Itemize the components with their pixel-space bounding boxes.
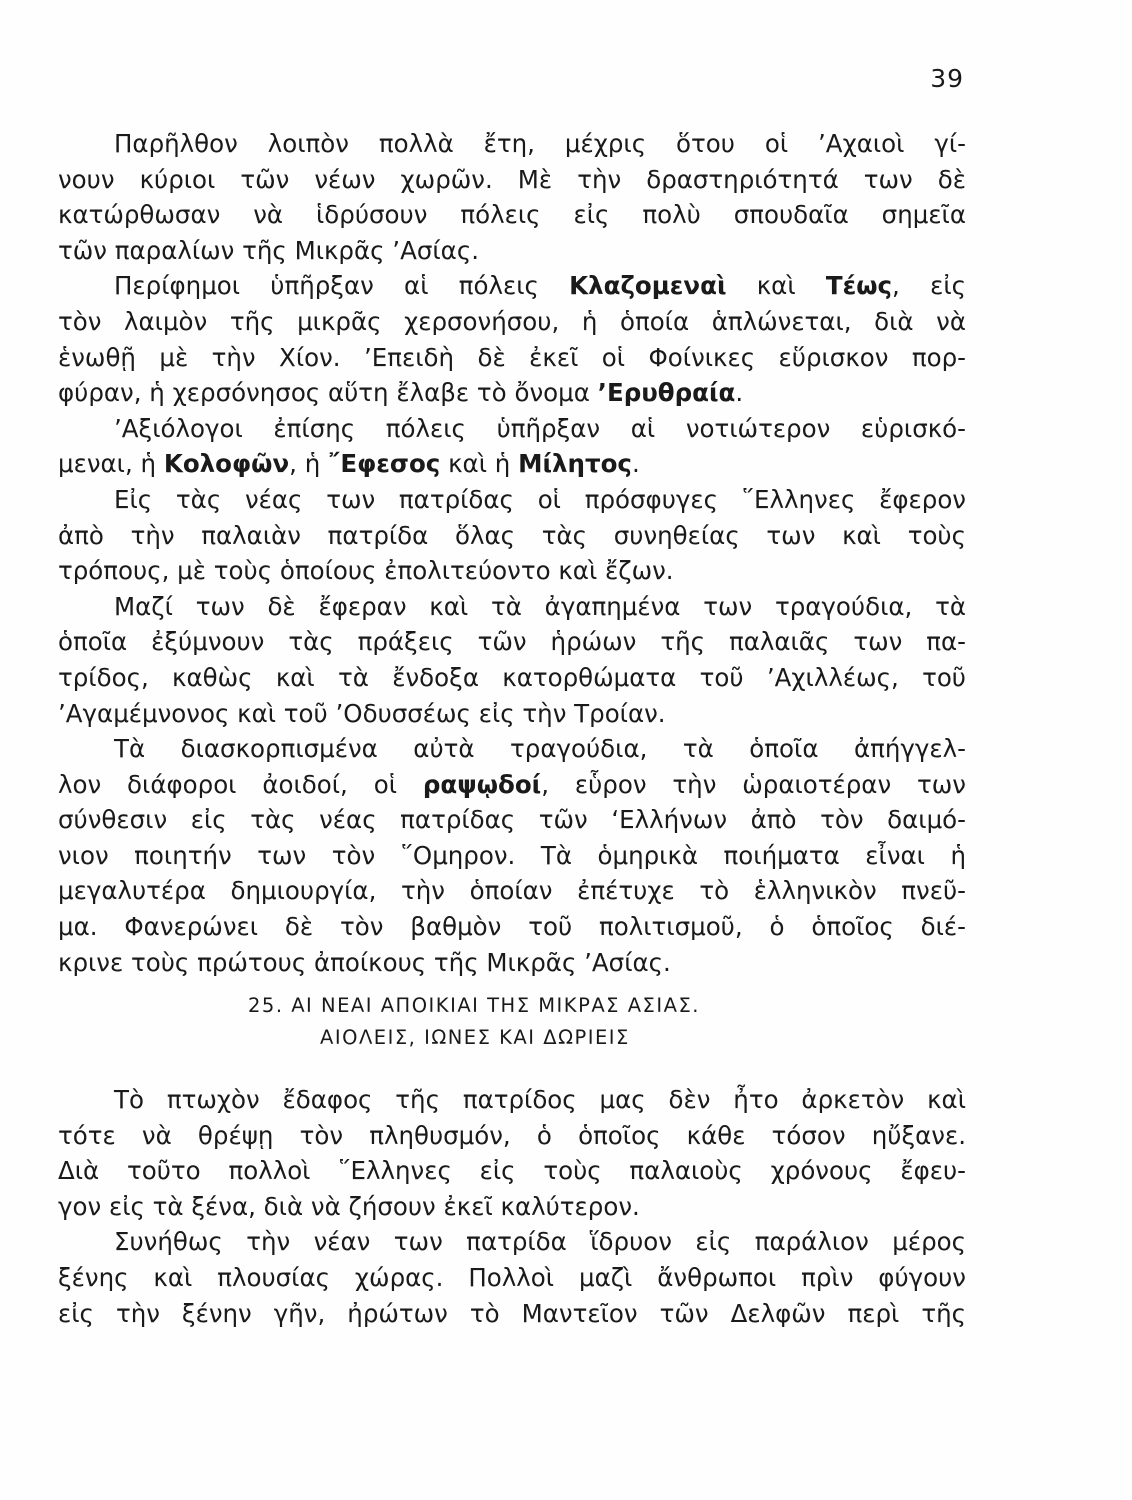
text-line: Παρῆλθον λοιπὸν πολλὰ ἔτη, μέχρις ὅτου οἱ ’Αχαιοὶ γί- [114, 129, 966, 158]
text-line: μεγαλυτέρα δημιουργία, τὴν ὁποίαν ἐπέτυχε τὸ ἑλληνικὸν πνεῦ- [58, 876, 966, 906]
text-line: Τὰ διασκορπισμένα αὐτὰ τραγούδια, τὰ ὁποῖα ἀπήγγελ- [114, 734, 966, 764]
text-line: μεναι, ἡ Κολοφῶν, ἡ ῎Εφεσος καὶ ἡ Μίλητος. [58, 449, 640, 479]
text-line: Εἰς τὰς νέας των πατρίδας οἱ πρόσφυγες ῞Ελληνες ἔφερον [114, 484, 966, 514]
place-name: Μίλητος [518, 449, 632, 479]
text-line: ὁποῖα ἐξύμνουν τὰς πράξεις τῶν ἡρώων τῆς παλαιᾶς των πα- [58, 627, 966, 657]
place-name: Τέως [825, 271, 893, 301]
text-line: νουν κύριοι τῶν νέων χωρῶν. Μὲ τὴν δραστηριότητά των δὲ [58, 164, 966, 194]
text-line: ἑνωθῇ μὲ τὴν Χίον. ’Επειδὴ δὲ ἐκεῖ οἱ Φοίνικες εὕρισκον πορ- [58, 342, 966, 372]
text-line: τότε νὰ θρέψῃ τὸν πληθυσμόν, ὁ ὁποῖος κάθε τόσον ηὔξανε. [58, 1120, 966, 1150]
section-heading-title: 25. ΑΙ ΝΕΑΙ ΑΠΟΙΚΙΑΙ ΤΗΣ ΜΙΚΡΑΣ ΑΣΙΑΣ. [248, 994, 700, 1017]
text-line: νιον ποιητήν των τὸν ῞Ομηρον. Τὰ ὁμηρικὰ ποιήματα εἶναι ἡ [58, 840, 966, 870]
text-line: σύνθεσιν εἰς τὰς νέας πατρίδας τῶν ‘Ελλήνων ἀπὸ τὸν δαιμό- [58, 805, 966, 835]
text-line: κατώρθωσαν νὰ ἱδρύσουν πόλεις εἰς πολὺ σπουδαῖα σημεῖα [58, 200, 966, 230]
section-1-text [58, 126, 966, 980]
text-line: μα. Φανερώνει δὲ τὸν βαθμὸν τοῦ πολιτισμοῦ, ὁ ὁποῖος διέ- [58, 912, 966, 942]
text-line: γον εἰς τὰ ξένα, διὰ νὰ ζήσουν ἐκεῖ καλύτερον. [58, 1191, 640, 1221]
text-line: κρινε τοὺς πρώτους ἀποίκους τῆς Μικρᾶς ’Ασίας. [58, 947, 671, 977]
place-name: Κολοφῶν [163, 449, 290, 479]
place-name: ’Ερυθραία [597, 378, 736, 408]
term-rhapsodes: ραψῳδοί [422, 769, 542, 799]
section-2-text [58, 1082, 966, 1331]
text-line: λον διάφοροι ἀοιδοί, οἱ ραψῳδοί, εὗρον τὴν ὡραιοτέραν των [58, 769, 966, 799]
text-line: ’Αγαμέμνονος καὶ τοῦ ’Οδυσσέως εἰς τὴν Τροίαν. [58, 698, 666, 728]
text-line: φύραν, ἡ χερσόνησος αὕτη ἔλαβε τὸ ὄνομα ’Ερυθραία. [58, 378, 744, 408]
text-line: τρίδος, καθὼς καὶ τὰ ἔνδοξα κατορθώματα τοῦ ’Αχιλλέως, τοῦ [58, 662, 966, 692]
page-number: 39 [930, 64, 964, 93]
text-line: Τὸ πτωχὸν ἔδαφος τῆς πατρίδος μας δὲν ἦτο ἀρκετὸν καὶ [114, 1085, 966, 1114]
text-line: Διὰ τοῦτο πολλοὶ ῞Ελληνες εἰς τοὺς παλαιοὺς χρόνους ἔφευ- [58, 1156, 966, 1186]
place-name: Κλαζομεναὶ [569, 271, 727, 301]
text-line: τρόπους, μὲ τοὺς ὁποίους ἐπολιτεύοντο καὶ ἔζων. [58, 556, 674, 586]
text-line: Συνήθως τὴν νέαν των πατρίδα ἵδρυον εἰς παράλιον μέρος [114, 1227, 966, 1257]
text-line: Μαζί των δὲ ἔφεραν καὶ τὰ ἀγαπημένα των τραγούδια, τὰ [114, 591, 966, 621]
text-line: εἰς τὴν ξένην γῆν, ἠρώτων τὸ Μαντεῖον τῶν Δελφῶν περὶ τῆς [58, 1298, 966, 1328]
text-line: Περίφημοι ὑπῆρξαν αἱ πόλεις Κλαζομεναὶ καὶ Τέως, εἰς [114, 271, 966, 301]
section-heading-subtitle: ΑΙΟΛΕΙΣ, ΙΩΝΕΣ ΚΑΙ ΔΩΡΙΕΙΣ [320, 1026, 630, 1049]
place-name: ῎Εφεσος [328, 449, 441, 479]
text-line: ’Αξιόλογοι ἐπίσης πόλεις ὑπῆρξαν αἱ νοτιώτερον εὑρισκό- [114, 413, 966, 443]
text-line: τῶν παραλίων τῆς Μικρᾶς ’Ασίας. [58, 235, 479, 265]
text-line: ἀπὸ τὴν παλαιὰν πατρίδα ὅλας τὰς συνηθείας των καὶ τοὺς [58, 520, 966, 550]
text-line: τὸν λαιμὸν τῆς μικρᾶς χερσονήσου, ἡ ὁποία ἁπλώνεται, διὰ νὰ [58, 306, 966, 336]
text-line: ξένης καὶ πλουσίας χώρας. Πολλοὶ μαζὶ ἄνθρωποι πρὶν φύγουν [58, 1262, 966, 1292]
